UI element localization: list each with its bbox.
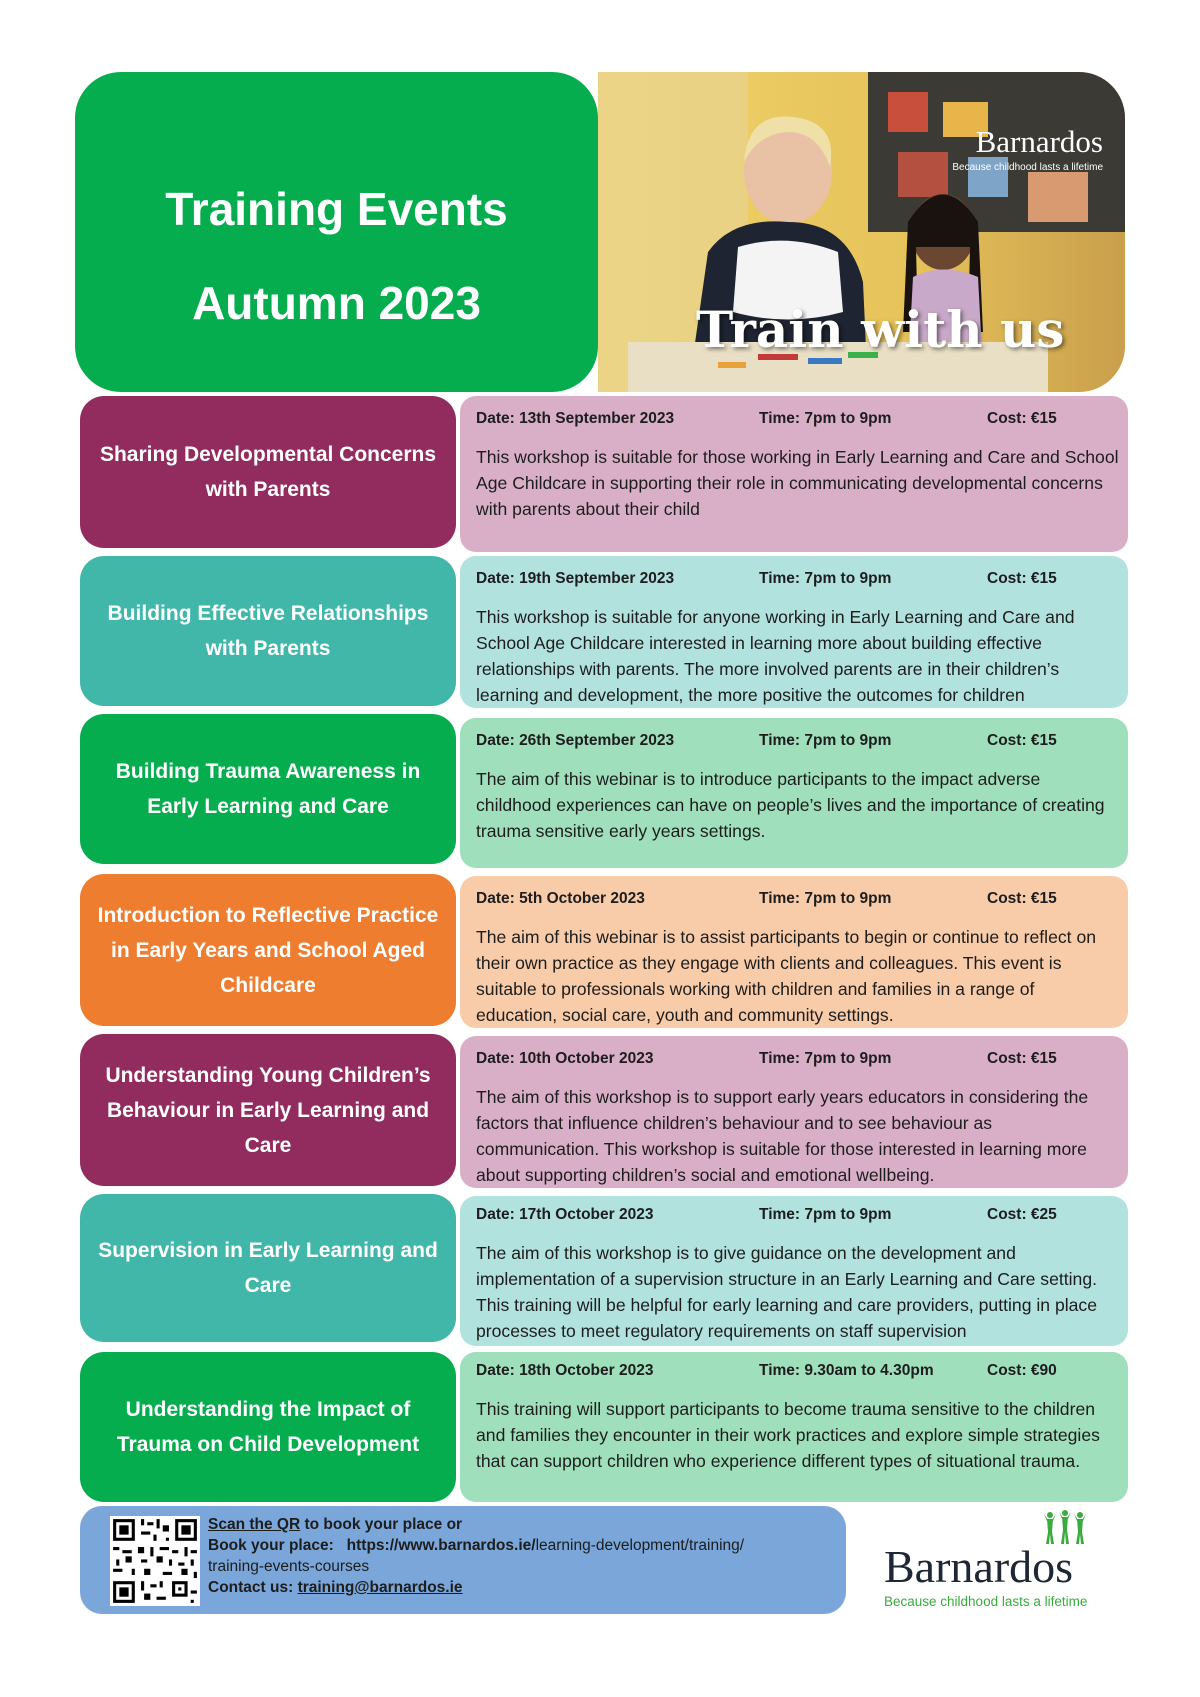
- event-meta: [476, 1206, 1120, 1230]
- event-description: This workshop is suitable for those working in Early Learning and Care and School Age Childcare in supporting their role in communicating developmental concerns with parents about their child: [476, 447, 1119, 519]
- event-title: Building Trauma Awareness in Early Learning and Care: [115, 760, 421, 818]
- barnardos-logo: [880, 1510, 1120, 1610]
- photo-brand-tagline: Because childhood lasts a lifetime: [952, 162, 1103, 173]
- booking-url-link[interactable]: [347, 1537, 744, 1554]
- header-photo: [598, 72, 1125, 392]
- event-time: Time: 9.30am to 4.30pm: [759, 1362, 934, 1379]
- event-details-box: [460, 556, 1128, 708]
- event-title-box: [80, 714, 456, 864]
- booking-footer: [80, 1506, 846, 1614]
- event-details-box: [460, 718, 1128, 868]
- title-line-1: Training Events: [165, 183, 508, 235]
- event-description: The aim of this workshop is to support early years educators in considering the factors that influence children’s behaviour and to see behaviour as communication. This workshop is suitable for those interested in learning more about supporting children’s social and emotional wellbeing.: [476, 1087, 1089, 1185]
- page-title: [75, 72, 598, 350]
- event-meta: [476, 1050, 1120, 1074]
- event-details-box: [460, 396, 1128, 552]
- event-cost: Cost: €15: [987, 1050, 1057, 1067]
- event-title-box: [80, 874, 456, 1026]
- book-line: [208, 1535, 744, 1556]
- event-cost: Cost: €90: [987, 1362, 1057, 1379]
- event-title: Building Effective Relationships with Parents: [107, 602, 429, 660]
- event-date: Date: 13th September 2023: [476, 410, 675, 427]
- event-cost: Cost: €25: [987, 1206, 1057, 1223]
- event-cost: Cost: €15: [987, 890, 1057, 907]
- event-meta: [476, 1362, 1120, 1386]
- event-cost: Cost: €15: [987, 732, 1057, 749]
- event-date: Date: 26th September 2023: [476, 732, 675, 749]
- booking-text: [208, 1514, 744, 1598]
- event-time: Time: 7pm to 9pm: [759, 1206, 892, 1223]
- event-date: Date: 5th October 2023: [476, 890, 645, 907]
- title-line-2: Autumn 2023: [192, 277, 481, 329]
- event-title: Introduction to Reflective Practice in Early Years and School Aged Childcare: [97, 903, 439, 997]
- scan-line: [208, 1514, 744, 1535]
- scan-line-rest: to book your place or: [300, 1516, 463, 1533]
- booking-qr-code[interactable]: [110, 1516, 200, 1606]
- event-title-box: [80, 1194, 456, 1342]
- scan-qr-link[interactable]: Scan the QR: [208, 1516, 301, 1533]
- event-title-box: [80, 1034, 456, 1186]
- qr-code-icon: [110, 1516, 200, 1606]
- event-details-box: [460, 1036, 1128, 1188]
- event-description: This workshop is suitable for anyone working in Early Learning and Care and School Age Childcare interested in learning more about building effective relationships with parents. The more involved parents are in their children’s learning and development, the more positive the outcomes for children: [476, 607, 1075, 705]
- event-details-box: [460, 876, 1128, 1028]
- event-cost: Cost: €15: [987, 410, 1057, 427]
- event-details-box: [460, 1196, 1128, 1346]
- event-meta: [476, 570, 1120, 594]
- booking-url-path: learning-development/training/: [535, 1537, 745, 1554]
- contact-email-link[interactable]: training@barnardos.ie: [297, 1579, 463, 1596]
- event-cost: Cost: €15: [987, 570, 1057, 587]
- event-date: Date: 19th September 2023: [476, 570, 675, 587]
- event-meta: [476, 890, 1120, 914]
- event-description: This training will support participants to become trauma sensitive to the children and families they encounter in their work practices and explore simple strategies that can support children who experience different types of situational trauma.: [476, 1399, 1100, 1471]
- event-time: Time: 7pm to 9pm: [759, 732, 892, 749]
- photo-brand-logo: [952, 124, 1103, 173]
- event-title-box: [80, 556, 456, 706]
- event-description: The aim of this webinar is to assist participants to begin or continue to reflect on their own practice as they engage with clients and colleagues. This event is suitable to professionals working with children and families in a range of education, social care, youth and community settings.: [476, 927, 1097, 1025]
- event-title-box: [80, 1352, 456, 1502]
- event-time: Time: 7pm to 9pm: [759, 1050, 892, 1067]
- event-meta: [476, 410, 1120, 434]
- event-meta: [476, 732, 1120, 756]
- event-time: Time: 7pm to 9pm: [759, 410, 892, 427]
- book-label: Book your place:: [208, 1537, 334, 1554]
- photo-slogan: Train with us: [696, 300, 1065, 359]
- event-time: Time: 7pm to 9pm: [759, 890, 892, 907]
- event-title: Understanding Young Children’s Behaviour in Early Learning and Care: [105, 1063, 431, 1157]
- event-details-box: [460, 1352, 1128, 1502]
- event-date: Date: 17th October 2023: [476, 1206, 654, 1223]
- event-description: The aim of this workshop is to give guidance on the development and implementation of a supervision structure in an Early Learning and Care setting. This training will be helpful for early learning and care providers, putting in place processes to meet regulatory requirements on staff supervision: [476, 1243, 1098, 1341]
- logo-name: Barnardos: [884, 1541, 1074, 1592]
- event-title: Supervision in Early Learning and Care: [98, 1239, 438, 1297]
- contact-line: [208, 1577, 744, 1598]
- booking-url-continued[interactable]: training-events-courses: [208, 1558, 370, 1575]
- contact-label: Contact us:: [208, 1579, 298, 1596]
- logo-tagline: Because childhood lasts a lifetime: [884, 1594, 1088, 1609]
- event-description: The aim of this webinar is to introduce participants to the impact adverse childhood experiences can have on people’s lives and the importance of creating trauma sensitive early years settings.: [476, 769, 1105, 841]
- photo-brand-name: Barnardos: [975, 124, 1103, 159]
- event-title: Understanding the Impact of Trauma on Child Development: [116, 1398, 420, 1456]
- event-date: Date: 10th October 2023: [476, 1050, 654, 1067]
- event-title-box: [80, 396, 456, 548]
- booking-url-domain: https://www.barnardos.ie/: [346, 1537, 536, 1554]
- event-title: Sharing Developmental Concerns with Parents: [99, 443, 437, 501]
- title-banner: [75, 72, 598, 392]
- event-time: Time: 7pm to 9pm: [759, 570, 892, 587]
- event-date: Date: 18th October 2023: [476, 1362, 654, 1379]
